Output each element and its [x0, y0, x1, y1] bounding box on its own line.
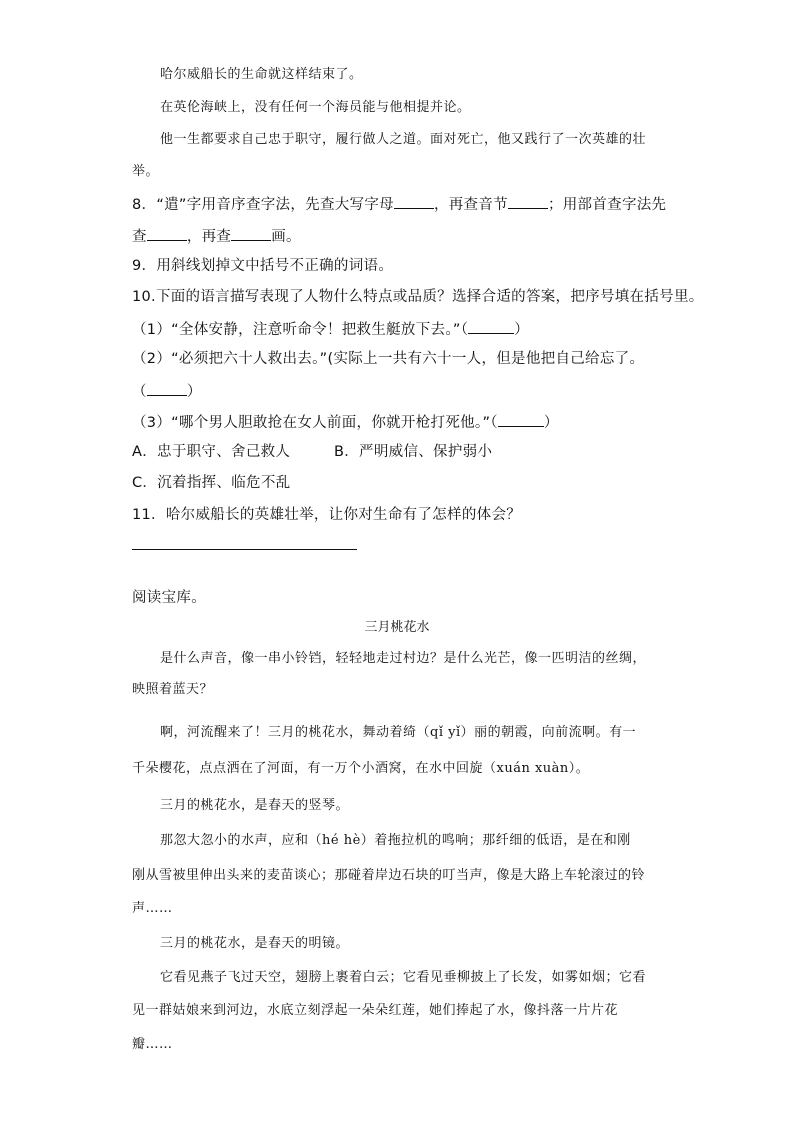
- question-10-item2: （2）“必须把六十人救出去。”(实际上一共有六十一人，但是他把自己给忘了。: [132, 351, 645, 367]
- passage2-line: 是什么声音，像一串小铃铛，轻轻地走过村边？是什么光芒，像一匹明洁的丝绸，: [160, 651, 647, 666]
- section-heading: 阅读宝库。: [132, 590, 206, 606]
- passage2-title: 三月桃花水: [364, 620, 430, 635]
- passage2-line: 它看见燕子飞过天空，翅膀上裹着白云；它看见垂柳披上了长发，如雾如烟；它看: [160, 970, 647, 985]
- question-8-line1: 8．“遣”字用音序查字法，先查大写字母 ，再查音节 ；用部首查字法先: [132, 194, 672, 214]
- passage1-line: 在英伦海峡上，没有任何一个海员能与他相提并论。: [160, 100, 471, 115]
- passage2-line: 三月的桃花水，是春天的明镜。: [160, 936, 350, 951]
- option-a: A．忠于职守、舍己救人: [132, 444, 291, 460]
- answer-blank[interactable]: [394, 194, 434, 209]
- passage2-line: 映照着蓝天？: [132, 682, 214, 697]
- passage2-line: 三月的桃花水，是春天的竖琴。: [160, 798, 350, 813]
- answer-blank[interactable]: [147, 226, 187, 241]
- passage2-line: 刚从雪被里伸出头来的麦苗谈心；那碰着岸边石块的叮当声，像是大路上车轮滚过的铃: [132, 868, 646, 883]
- question-11: 11．哈尔威船长的英雄壮举，让你对生命有了怎样的体会？: [132, 507, 522, 523]
- passage1-line: 他一生都要求自己忠于职守，履行做人之道。面对死亡，他又践行了一次英雄的壮: [160, 132, 647, 147]
- passage2-line: 啊，河流醒来了！三月的桃花水，舞动着绮（qǐ yǐ）丽的朝霞，向前流啊。有一: [160, 725, 637, 740]
- answer-blank[interactable]: [498, 412, 544, 427]
- passage1-line: 举。: [132, 164, 160, 179]
- question-10-stem: 10.下面的语言描写表现了人物什么特点或品质？选择合适的答案，把序号填在括号里。: [132, 289, 704, 305]
- option-c: C．沉着指挥、临危不乱: [132, 475, 291, 491]
- answer-blank[interactable]: [468, 319, 514, 334]
- passage2-line: 瓣……: [132, 1037, 173, 1052]
- question-10-item3: （3）“哪个男人胆敢抢在女人前面，你就开枪打死他。”（ ）: [132, 412, 672, 432]
- answer-line[interactable]: [132, 549, 357, 550]
- option-b: B．严明威信、保护弱小: [334, 444, 493, 460]
- question-10-item1: （1）“全体安静，注意听命令！把救生艇放下去。”（ ）: [132, 319, 672, 339]
- answer-blank[interactable]: [147, 381, 187, 396]
- question-9: 9．用斜线划掉文中括号不正确的词语。: [132, 258, 394, 274]
- passage2-line: 千朵樱花，点点洒在了河面，有一万个小酒窝，在水中回旋（xuán xuàn）。: [132, 761, 590, 776]
- passage2-line: 见一群姑娘来到河边，水底立刻浮起一朵朵红莲，她们捧起了水，像抖落一片片花: [132, 1003, 619, 1018]
- question-10-item2-answer: （ ）: [132, 381, 672, 401]
- passage2-line: 声……: [132, 901, 173, 916]
- passage2-line: 那忽大忽小的水声，应和（hé hè）着拖拉机的鸣响；那纤细的低语，是在和刚: [160, 833, 631, 848]
- answer-blank[interactable]: [231, 226, 271, 241]
- passage1-line: 哈尔威船长的生命就这样结束了。: [160, 67, 363, 82]
- answer-blank[interactable]: [508, 194, 548, 209]
- question-8-line2: 查 ，再查 画。: [132, 226, 672, 246]
